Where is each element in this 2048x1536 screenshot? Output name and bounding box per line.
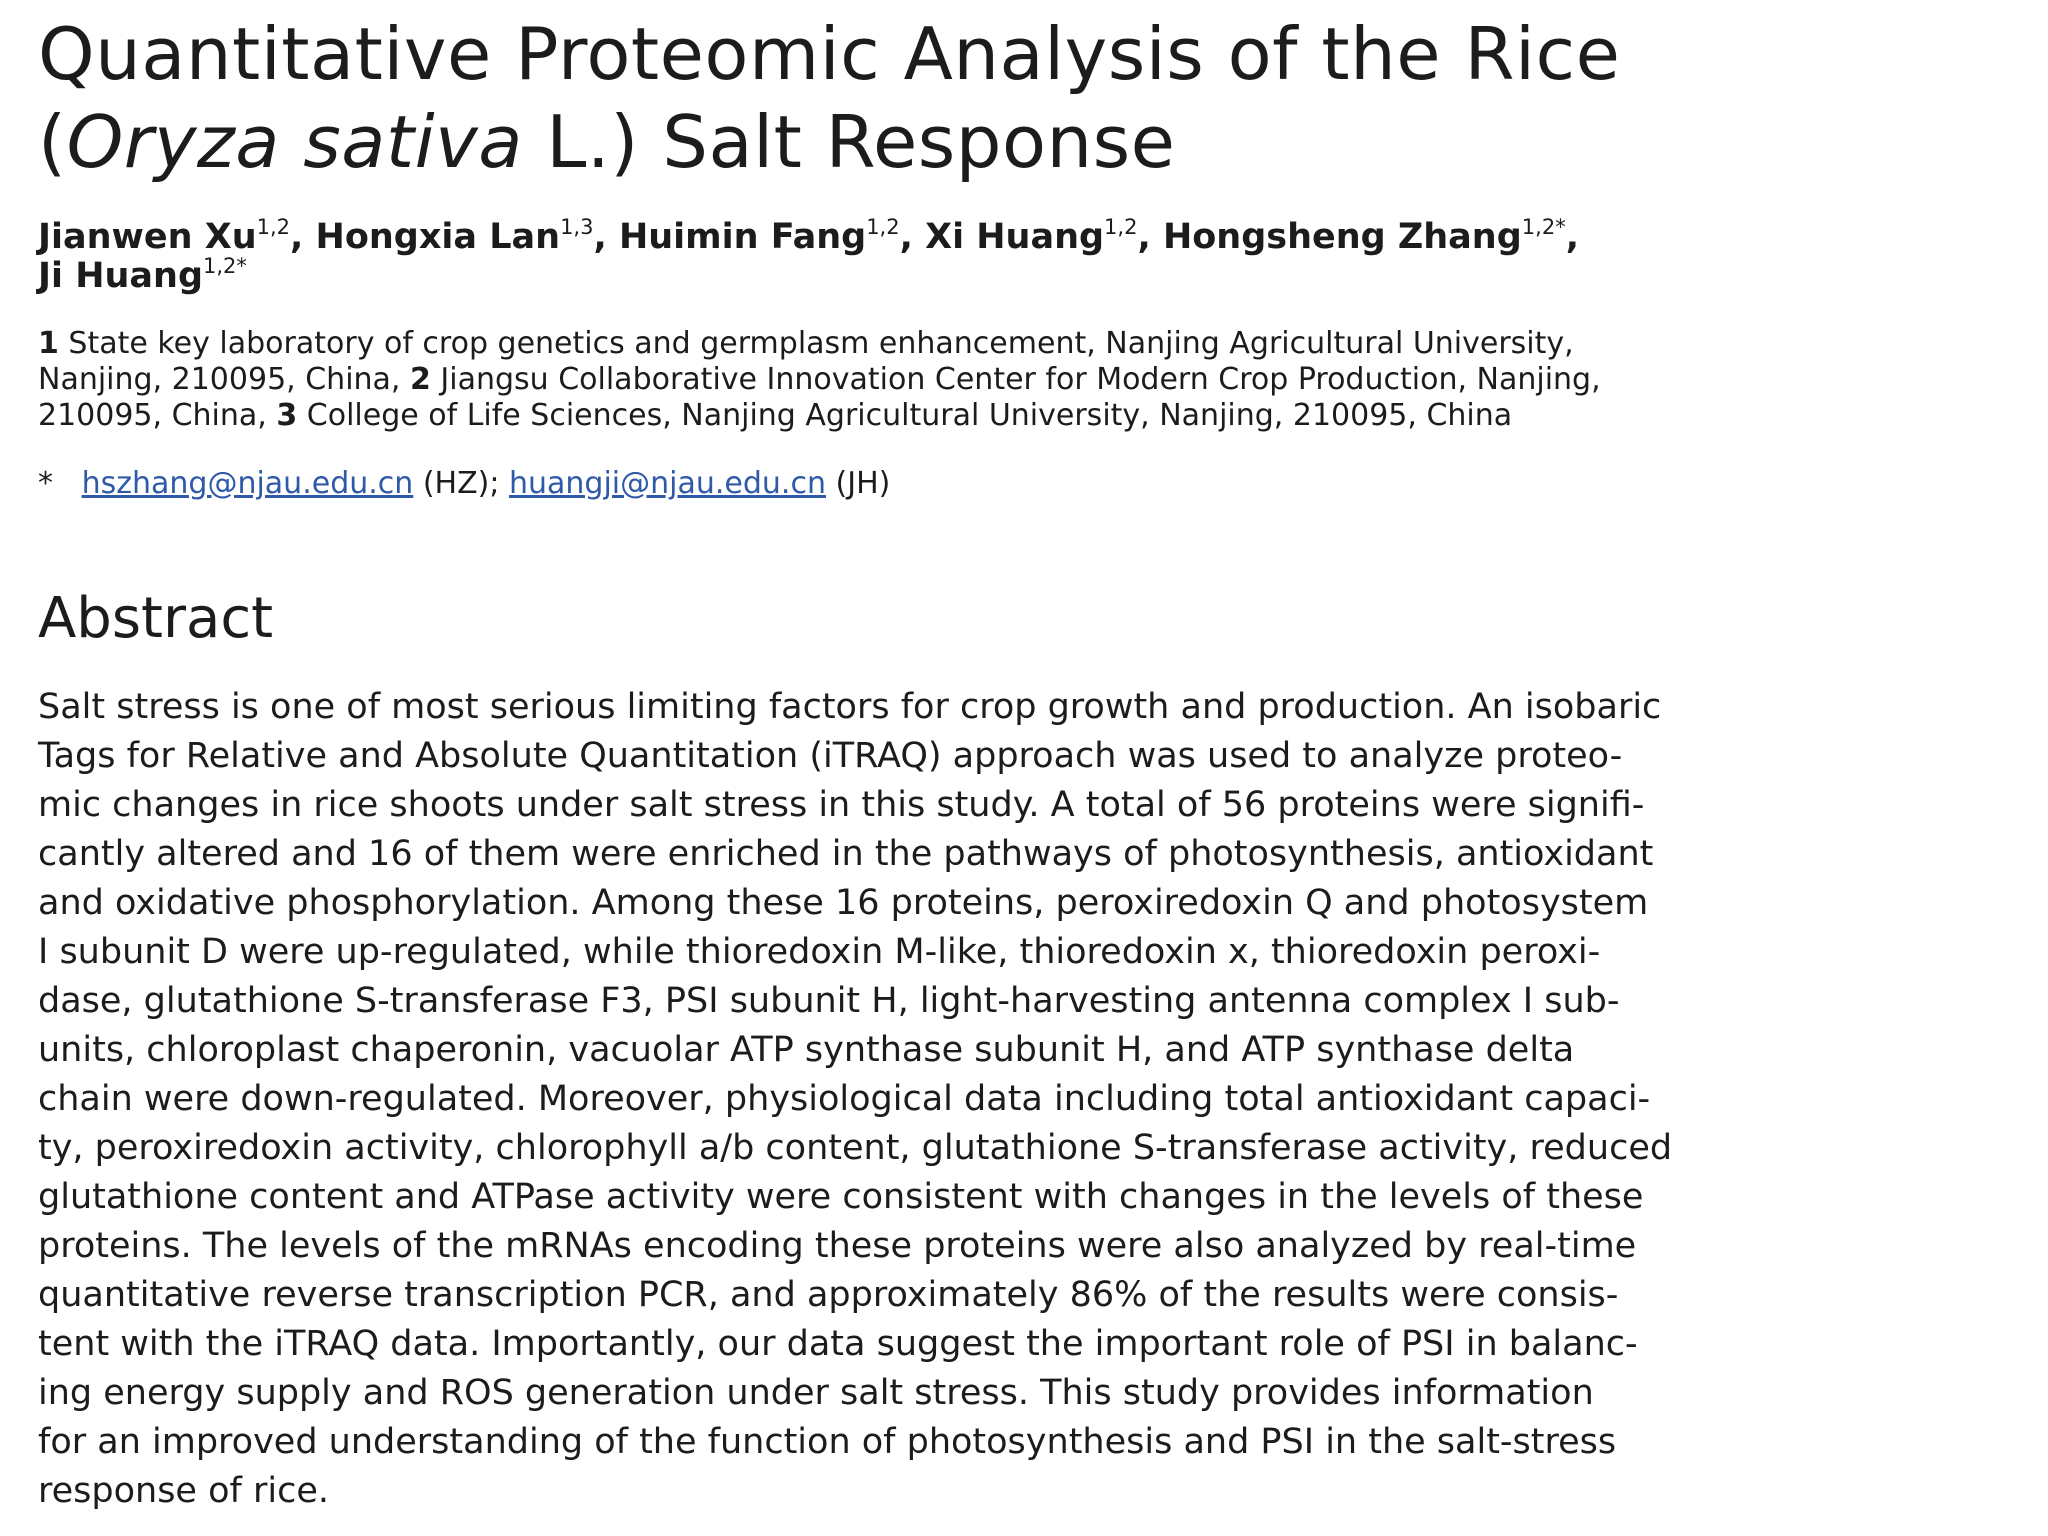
abstract-line: proteins. The levels of the mRNAs encoding these proteins were also analyzed by real-time (38, 1226, 1637, 1266)
affiliation-text: 210095, China, (38, 398, 277, 433)
affiliation-text: Jiangsu Collaborative Innovation Center for Modern Crop Production, Nanjing, (430, 362, 1601, 397)
abstract-line: ty, peroxiredoxin activity, chlorophyll a/b content, glutathione S-transferase activity, reduced (38, 1128, 1673, 1168)
author-list (38, 215, 2028, 296)
abstract-line: and oxidative phosphorylation. Among these 16 proteins, peroxiredoxin Q and photosystem (38, 883, 1649, 923)
abstract-line: Salt stress is one of most serious limiting factors for crop growth and production. An isobaric (38, 687, 1662, 727)
abstract-line: mic changes in rice shoots under salt stress in this study. A total of 56 proteins were signifi- (38, 785, 1645, 825)
email-link-hz[interactable]: hszhang@njau.edu.cn (81, 466, 414, 501)
affiliation-number: 2 (410, 362, 431, 397)
abstract-line: Tags for Relative and Absolute Quantitation (iTRAQ) approach was used to analyze proteo- (38, 736, 1623, 776)
title-line-2 (38, 98, 2028, 186)
abstract-body (38, 683, 2028, 1516)
author-separator: , (290, 217, 316, 257)
affiliations (38, 326, 2028, 434)
email-link-jh[interactable]: huangji@njau.edu.cn (509, 466, 826, 501)
affiliation-number: 3 (276, 398, 298, 433)
author-name: Hongsheng Zhang (1162, 217, 1522, 257)
corresponding-author-mark: * (1555, 215, 1566, 239)
title-line-2-rest: L.) Salt Response (522, 100, 1176, 184)
author-sup-text: 1,2 (203, 254, 237, 278)
email-tag-jh: (JH) (825, 466, 891, 501)
abstract-line: ing energy supply and ROS generation under salt stress. This study provides information (38, 1373, 1594, 1413)
abstract-line: I subunit D were up-regulated, while thioredoxin M-like, thioredoxin x, thioredoxin peroxi- (38, 932, 1601, 972)
abstract-line: units, chloroplast chaperonin, vacuolar ATP synthase subunit H, and ATP synthase delta (38, 1030, 1575, 1070)
abstract-line: tent with the iTRAQ data. Importantly, our data suggest the important role of PSI in balanc- (38, 1324, 1638, 1364)
abstract-line: for an improved understanding of the function of photosynthesis and PSI in the salt-stress (38, 1422, 1617, 1462)
correspondence-star: * (38, 466, 53, 501)
species-name: Oryza sativa (66, 100, 523, 184)
author-separator: , (899, 217, 926, 257)
author-name: Xi Huang (925, 217, 1105, 257)
author-name: Ji Huang (38, 256, 204, 296)
affiliation-line-1 (38, 326, 2028, 362)
author-affiliation-sup: 1,2 (866, 215, 900, 239)
corresponding-author-mark: * (236, 254, 247, 278)
author-affiliation-sup (1522, 215, 1566, 239)
author-affiliation-sup (203, 254, 247, 278)
abstract-line: quantitative reverse transcription PCR, and approximately 86% of the results were consis- (38, 1275, 1619, 1315)
abstract-line: chain were down-regulated. Moreover, physiological data including total antioxidant capaci- (38, 1079, 1651, 1119)
author-separator: , (1565, 217, 1579, 257)
author-affiliation-sup: 1,2 (256, 215, 291, 239)
abstract-line: cantly altered and 16 of them were enriched in the pathways of photosynthesis, antioxidant (38, 834, 1654, 874)
title-line-1: Quantitative Proteomic Analysis of the Rice (38, 12, 1621, 96)
title-paren-open: ( (38, 100, 67, 184)
abstract-heading: Abstract (38, 586, 274, 651)
abstract-line: response of rice. (38, 1471, 329, 1511)
author-separator: , (593, 217, 619, 257)
author-name: Jianwen Xu (38, 217, 257, 257)
abstract-line: glutathione content and ATPase activity were consistent with changes in the levels of these (38, 1177, 1644, 1217)
author-sup-text: 1,2 (1521, 215, 1556, 239)
author-separator: , (1137, 217, 1163, 257)
affiliation-text: State key laboratory of crop genetics and germplasm enhancement, Nanjing Agricultural University, (58, 326, 1574, 361)
paper-title (38, 10, 2028, 186)
affiliation-text: Nanjing, 210095, China, (38, 362, 410, 397)
abstract-line: dase, glutathione S-transferase F3, PSI subunit H, light-harvesting antenna complex I sub- (38, 981, 1620, 1021)
author-affiliation-sup: 1,3 (560, 215, 594, 239)
email-tag-hz: (HZ); (413, 466, 509, 501)
affiliation-line-3 (38, 398, 2028, 434)
affiliation-number: 1 (38, 326, 59, 361)
author-name: Huimin Fang (618, 217, 867, 257)
correspondence-emails (38, 466, 2028, 502)
affiliation-text: College of Life Sciences, Nanjing Agricultural University, Nanjing, 210095, China (297, 398, 1513, 433)
author-affiliation-sup: 1,2 (1104, 215, 1138, 239)
affiliation-line-2 (38, 362, 2028, 398)
author-name: Hongxia Lan (315, 217, 561, 257)
author-line-2 (38, 254, 2028, 296)
author-line-1 (38, 215, 2028, 257)
